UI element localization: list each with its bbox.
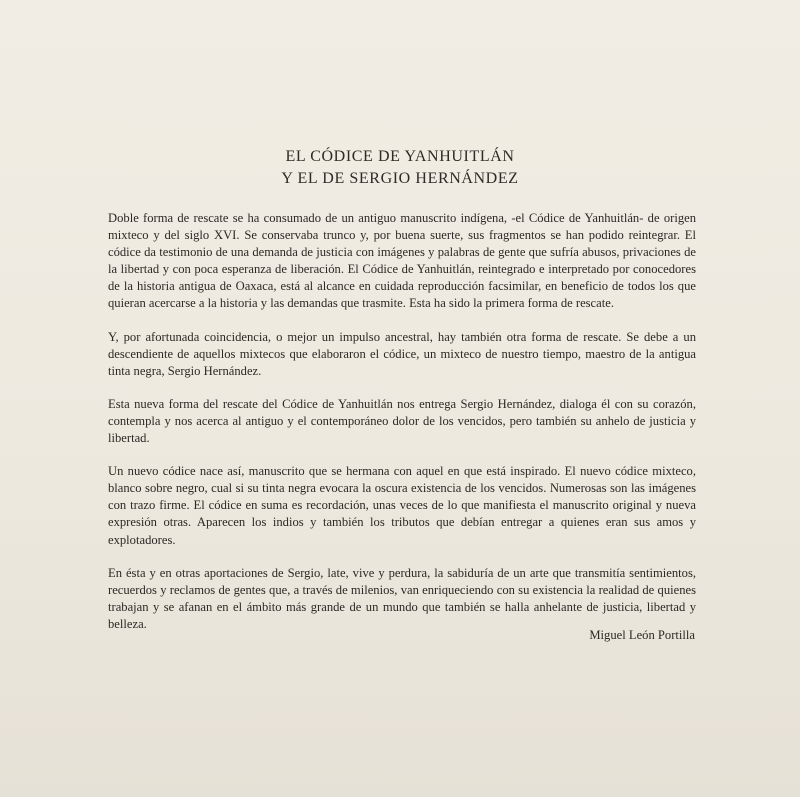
title-line-1: EL CÓDICE DE YANHUITLÁN (285, 148, 515, 165)
paragraph-2: Y, por afortunada coincidencia, o mejor un impulso ancestral, hay también otra forma de rescate. Se debe a un descendiente de aquellos mixtecos que elaboraron el códice, un mixteco de nuestro tiempo, maestro de la antigua tinta negra, Sergio Hernández. (108, 329, 696, 378)
title-line-2: Y EL DE SERGIO HERNÁNDEZ (281, 170, 519, 187)
author-signature: Miguel León Portilla (589, 628, 695, 642)
body-text (108, 210, 696, 649)
paragraph-5: En ésta y en otras aportaciones de Sergio, late, vive y perdura, la sabiduría de un arte que transmitía sentimientos, recuerdos y reclamos de gentes que, a través de milenios, van enriqueciendo con su existencia la realidad de quienes trabajan y se afanan en el ámbito más grande de un mundo que también se halla anhelante de justicia, libertad y belleza. (108, 565, 696, 631)
paragraph-3: Esta nueva forma del rescate del Códice de Yanhuitlán nos entrega Sergio Hernández, dialoga él con su corazón, contempla y nos acerca al antiguo y el contemporáneo dolor de los vencidos, pero también su anhelo de justicia y libertad. (108, 396, 696, 446)
paragraph-4: Un nuevo códice nace así, manuscrito que se hermana con aquel en que está inspirado. El nuevo códice mixteco, blanco sobre negro, cual si su tinta negra evocara la oscura existencia de los vencidos. Numerosas son las imágenes con trazo firme. El códice en suma es recordación, unas veces de lo que manifiesta el manuscrito original y nueva expresión otras. Aparecen los indios y también los tributos que debían entregar a quienes eran sus amos y explotadores. (108, 464, 696, 547)
paragraph-1: Doble forma de rescate se ha consumado de un antiguo manuscrito indígena, -el Códice de Yanhuitlán- de origen mixteco y del siglo XVI. Se conservaba trunco y, por buena suerte, sus fragmentos se han podido reintegrar. El códice da testimonio de una demanda de justicia con imágenes y palabras de gente que sufría abusos, privaciones de la libertad y con poca esperanza de liberación. El Códice de Yanhuitlán, reintegrado e interpretado por conocedores de la historia antigua de Oaxaca, está al alcance en cuidada reproducción facsimilar, en beneficio de todos los que quieran acercarse a la historia y las demandas que trasmite. Esta ha sido la primera forma de rescate. (108, 211, 696, 311)
page-title (0, 146, 800, 190)
